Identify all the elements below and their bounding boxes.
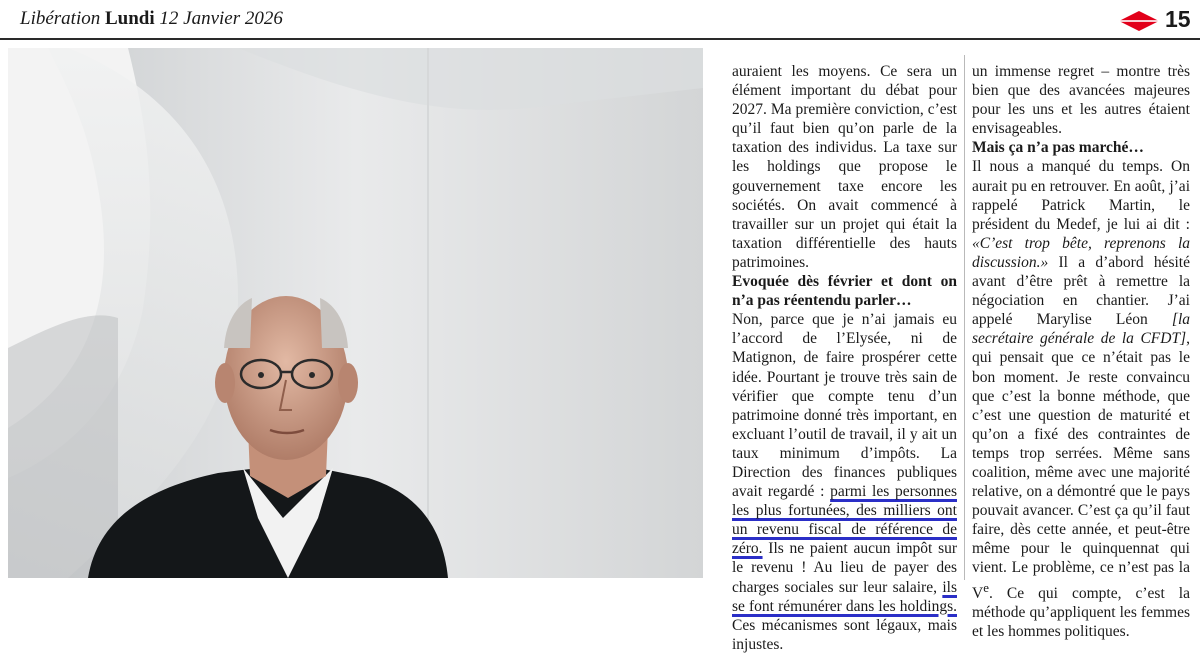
masthead: [20, 7, 283, 31]
answer-text: Non, parce que je n’ai jamais eu l’accord de l’Elysée, ni de Matignon, de faire prospérer cette idée. Pourtant je trouve très sain de vérifier que compte tenu d’un patrimoine donné très important, en excluant l’outil de travail, il y ait un taux minimum d’impôts. La Direction des finances publiques avait regardé :: [732, 311, 957, 501]
column2-paragraph: un immense regret – montre très bien que des avancées majeures pour les uns et les autres étaient envisageables.: [972, 63, 1190, 138]
quote-text: «C’est trop bête, reprenons la discussion.»: [972, 234, 1190, 271]
column2-answer: [972, 157, 1190, 641]
answer-text: , qui pensait que ce n’était pas le bon moment. Je reste convaincu que c’est la bonne méthode, que c’est une question de maturité et qu’on a fixé des contraintes de temps trop serrées. Même sans coalition, même avec une majorité relative, on a démontré que le pays pouvait avancer. C’est ça qu’il faut faire, dès cette année, et peut-être même pour le quinquennat qui vient. Le problème, ce n’est pas la V: [972, 330, 1190, 602]
portrait-illustration: [8, 48, 703, 578]
column1-answer: [732, 310, 957, 654]
page-number: 15: [1165, 6, 1191, 32]
brand-name: Libération: [20, 8, 101, 29]
interview-question: Evoquée dès février et dont on n’a pas réentendu parler…: [732, 273, 957, 310]
answer-text: Il a d’abord hésité avant d’être prêt à remettre la négociation en chantier. J’ai appelé Marylise Léon: [972, 253, 1190, 329]
answer-text: Il nous a manqué du temps. On aurait pu en retrouver. En août, j’ai rappelé Patrick Martin, le président du Medef, je lui ai dit :: [972, 158, 1190, 233]
answer-text: . Ce qui compte, c’est la méthode qu’appliquent les femmes et les hommes politiques.: [972, 584, 1190, 640]
header-rule: [0, 38, 1200, 40]
day-name: Lundi: [104, 8, 155, 29]
interview-question: Mais ça n’a pas marché…: [972, 139, 1144, 157]
portrait-photo: [8, 48, 703, 578]
superscript: e: [983, 579, 989, 595]
editorial-note: [la secrétaire générale de la CFDT]: [972, 311, 1190, 348]
answer-text: Ces mécanismes sont légaux, mais injustes.: [732, 616, 957, 653]
issue-date: 12 Janvier 2026: [159, 8, 283, 29]
liberation-logo-icon: [1118, 10, 1160, 32]
column1-paragraph: auraient les moyens. Ce sera un élément important du débat pour 2027. Ma première conviction, c’est qu’il faut bien qu’on parle de la taxation des individus. La taxe sur les holdings que propose le gouvernement taxe encore les sociétés. On avait commencé à travailler sur un projet qui était la taxation différentielle des hauts patrimoines.: [732, 63, 957, 271]
article-column-2: [972, 62, 1190, 641]
answer-text: Ils ne paient aucun impôt sur le revenu ! Au lieu de payer des charges sociales sur leur salaire,: [732, 540, 958, 596]
column-divider: [964, 55, 965, 580]
article-column-1: [732, 62, 957, 654]
highlighted-text: parmi les personnes les plus fortunées, des milliers ont un revenu fiscal de référence de zéro.: [732, 483, 957, 558]
page-header: [0, 0, 1200, 40]
highlighted-text: ils se font rémunérer dans les holdings.: [732, 578, 957, 615]
